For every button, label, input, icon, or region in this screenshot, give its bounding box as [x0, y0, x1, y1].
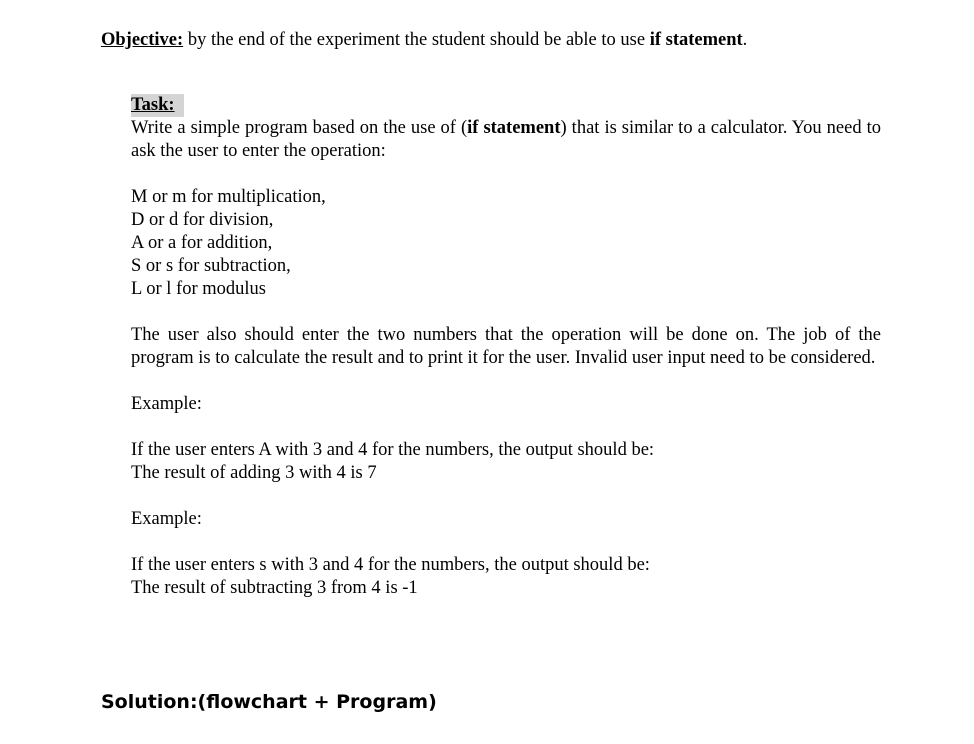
objective-text-end: . — [742, 30, 748, 50]
list-item: L or l for modulus — [131, 279, 266, 299]
example-label: Example: — [131, 394, 202, 414]
task-intro-text-end: ) that is similar to a calculator. You need to ask the user to enter the operation: — [131, 118, 881, 161]
list-item: S or s for subtraction, — [131, 256, 291, 276]
list-item: M or m for multiplication, — [131, 187, 326, 207]
task-description: The user also should enter the two numbers that the operation will be done on. The job of the program is to calculate the result and to print it for the user. Invalid user input need to be considered. — [131, 325, 881, 368]
list-item: D or d for division, — [131, 210, 274, 230]
task-label: Task: — [131, 94, 184, 117]
task-intro — [131, 117, 881, 163]
example-output-line: The result of subtracting 3 from 4 is -1 — [131, 578, 418, 598]
example-output-line: The result of adding 3 with 4 is 7 — [131, 463, 377, 483]
objective-line — [101, 29, 941, 52]
task-intro-bold: if statement — [467, 118, 561, 138]
objective-text: by the end of the experiment the student should be able to use — [183, 30, 650, 50]
list-item: A or a for addition, — [131, 233, 273, 253]
example-input-line: If the user enters s with 3 and 4 for the numbers, the output should be: — [131, 555, 650, 575]
operation-list — [131, 186, 881, 301]
objective-label: Objective: — [101, 30, 184, 50]
task-section — [131, 94, 881, 600]
objective-bold-text: if statement — [649, 30, 743, 50]
example-label: Example: — [131, 509, 202, 529]
solution-heading: Solution:(flowchart + Program) — [101, 691, 437, 713]
task-label-line — [131, 94, 881, 117]
example-input-line: If the user enters A with 3 and 4 for the numbers, the output should be: — [131, 440, 655, 460]
task-intro-text: Write a simple program based on the use of ( — [131, 118, 468, 138]
